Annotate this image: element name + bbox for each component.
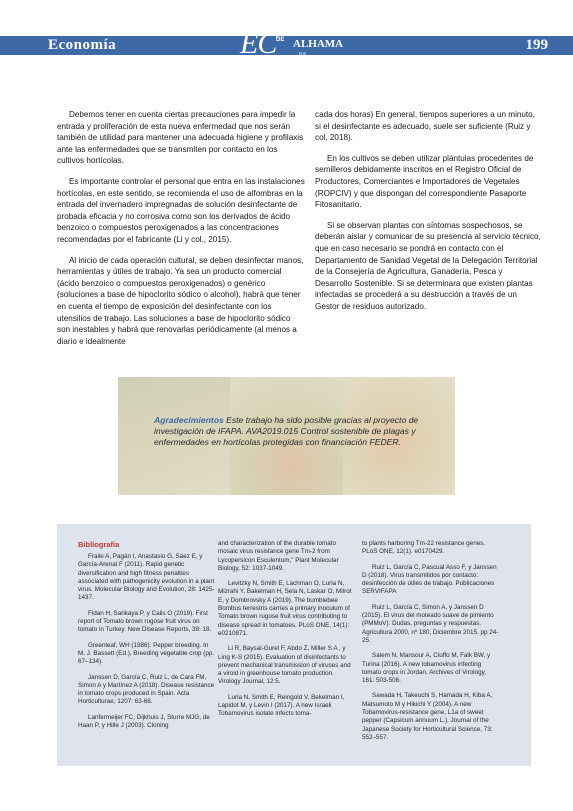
reference: Sawada H, Takeuchi S, Hamada H, Kiba A, Matsumoto M y Hikichi Y (2004). A new Tobamovirus-resistance gene, L1a of sweet pepper (Capsicum annuum L.). Journal of the Japanese Society for Horticultural Science, 73: 552–557. — [362, 692, 493, 741]
logo-alhama: ALHAMA — [293, 38, 344, 50]
reference: to plants harboring Tm-22 resistance genes. PLoS ONE, 12(1). e0170429. — [362, 540, 486, 556]
logo-de: DE — [276, 37, 285, 43]
reference: Levitzky N, Smith E, Lachman O, Luria N, Mizrahi Y, Bakelman H, Sela N, Laskar O, Milrot E, y Dombrovsky A (2019). The bumblebee Bombus terrestris carries a primary inoculum of Tomato brown rugose fruit virus contributing to disease spread in tomatoes. PLoS ONE, 14(1): e0210871. — [218, 580, 352, 637]
bibliography-column-1 — [78, 553, 216, 737]
paragraph: En los cultivos se deben utilizar plántulas procedentes de semilleros debidamente inscritos en el Registro Oficial de Productores, Comerciantes e Importadores de Vegetales (ROPCIV) y que dispongan del correspondiente Pasaporte Fitosanitario. — [315, 153, 534, 210]
reference: and characterization of the durable tomato mosaic virus resistance gene Tm-2 from Lycopersicon Esculentum," Plant Molecular Biology, 52: 1037-1049. — [218, 540, 339, 572]
reference: Luria N, Smith E, Reingold V, Bekelman I, Lapidot M, y Levin I (2017). A new Israeli Tobamovirus isolate infects toma- — [218, 693, 345, 718]
logo-ec: EC — [240, 27, 277, 60]
logo-almeria: DE ALMERÍA — [299, 51, 326, 61]
acknowledgement-body: Este trabajo ha sido posible gracias al proyecto de investigación de IFAPA. AVA2019.015 Control sostenible de plagas y enfermedades en hortícolas protegidas con financiación FEDER. — [154, 415, 419, 447]
paragraph: Si se observan plantas con síntomas sospechosos, se deberán aislar y comunicar de su presencia al servicio técnico, que en caso necesario se pondrá en contacto con el Departamento de Sanidad Vegetal de la Delegación Territorial de la Consejería de Agricultura, Ganadería, Pesca y Desarrollo Sostenible. Si se determinara que existen plantas infectadas se procederá a su destrucción a través de un Gestor de residuos autorizado. — [315, 220, 541, 311]
bibliography-column-3 — [362, 540, 500, 749]
reference: Janssen D, García C, Ruiz L, de Cara FM, Simon A y Martínez A (2018). Disease resistance in tomato crops produced in Spain. Acta Horticulturae, 1207: 63-68. — [78, 673, 215, 706]
section-title: Economía — [48, 37, 117, 53]
reference: Salem N, Mansour A, Ciuffo M, Falk BW, y Turina (2016). A new tobamovirus infecting tomato crops in Jordan. Archives of Virology, 161: 503-506. — [362, 652, 491, 685]
reference: Lanfermeijer FC, Dijkhuis J, Sturre MJG, de Haan P, y Hille J (2003). Cloning — [78, 713, 210, 730]
reference: Li R, Baysal-Gurel F, Abdo Z, Miller S A , y Ling K-S (2015). Evaluation of disinfectants to prevent mechanical transmission of viruses and a viroid in greenhouse tomato production. Virology Journal, 12:5. — [218, 645, 351, 686]
article-column-right — [315, 109, 541, 322]
bibliography-column-2 — [218, 540, 354, 726]
magazine-logo — [240, 24, 344, 64]
paragraph: cada dos horas) En general, tiempos superiores a un minuto, si el desinfectante es adecuado, suele ser suficiente (Ruiz y col, 2018). — [315, 110, 535, 143]
acknowledgement-text — [154, 415, 454, 448]
reference: Ruiz L, García C, Pascual Asso F, y Janssen D (2018). Virus transmitidos por contacto: desinfección de útiles de trabajo. Publicaciones SERVIFAPA — [362, 563, 497, 596]
reference: Fidan H, Sarikaya P, y Calis O (2019). First report of Tomato brown rugose fruit virus on tomato in Turkey. New Disease Reports, 39: 18. — [78, 609, 212, 634]
reference: Ruiz L, García C, Simon A, y Janssen D (2015). El virus del moteado suave de pimiento (PMMoV): Dudas, preguntas y respuestas. Agricultura 2000, nº 180, Diciembre 2015. pp 24-25. — [362, 603, 499, 644]
paragraph: Es importante controlar el personal que entra en las instalaciones hortícolas, en este sentido, se recomienda el uso de alfombras en la entrada del invernadero impregnadas de solución desinfectante de probada eficacia y no corrosiva como son los derivados de ácido benzoico o compuestos peroxigenados a las concentraciones recomendadas por el fabricante (Li y col., 2015). — [57, 176, 305, 244]
article-column-left — [57, 109, 305, 356]
reference: Fraile A, Pagán I, Anastasio G, Sáez E, y García-Arenal F (2011). Rapid genetic diversification and high fitness penalties associated with pathogenicity evolution in a plant virus. Molecular Biology and Evolution, 28: 1425-1437. — [78, 553, 215, 602]
bibliography-title: Bibliografía — [78, 540, 120, 549]
acknowledgement-label: Agradecimientos — [154, 415, 224, 425]
reference: Greenleaf, WH (1986). Pepper breeding. In M. J. Bassett (Ed.), Breeding vegetable crop (pp. 67–134). — [78, 641, 215, 666]
paragraph: Al inicio de cada operación cultural, se deben desinfectar manos, herramientas y útiles de trabajo. Ya sea un producto comercial (ácido benzoico o compuestos peroxigenados) o genérico (soluciones a base de hipoclorito sódico o alcohol), habrá que tener en cuenta el tiempo de exposición del desinfectante con los utensilios de trabajo. Las soluciones a base de hipoclorito sódico son inestables y habrá que renovarlas periódicamente (al menos a diario e idealmente — [57, 255, 304, 346]
page-number: 199 — [525, 37, 548, 53]
acknowledgement-box — [118, 377, 455, 495]
paragraph: Debemos tener en cuenta ciertas precauciones para impedir la entrada y proliferación de esta nueva enfermedad que nos serán también de utilidad para mantener una adecuada higiene y profilaxis ante las enfermedades que se transmiten por contacto en los cultivos hortícolas. — [57, 110, 304, 166]
